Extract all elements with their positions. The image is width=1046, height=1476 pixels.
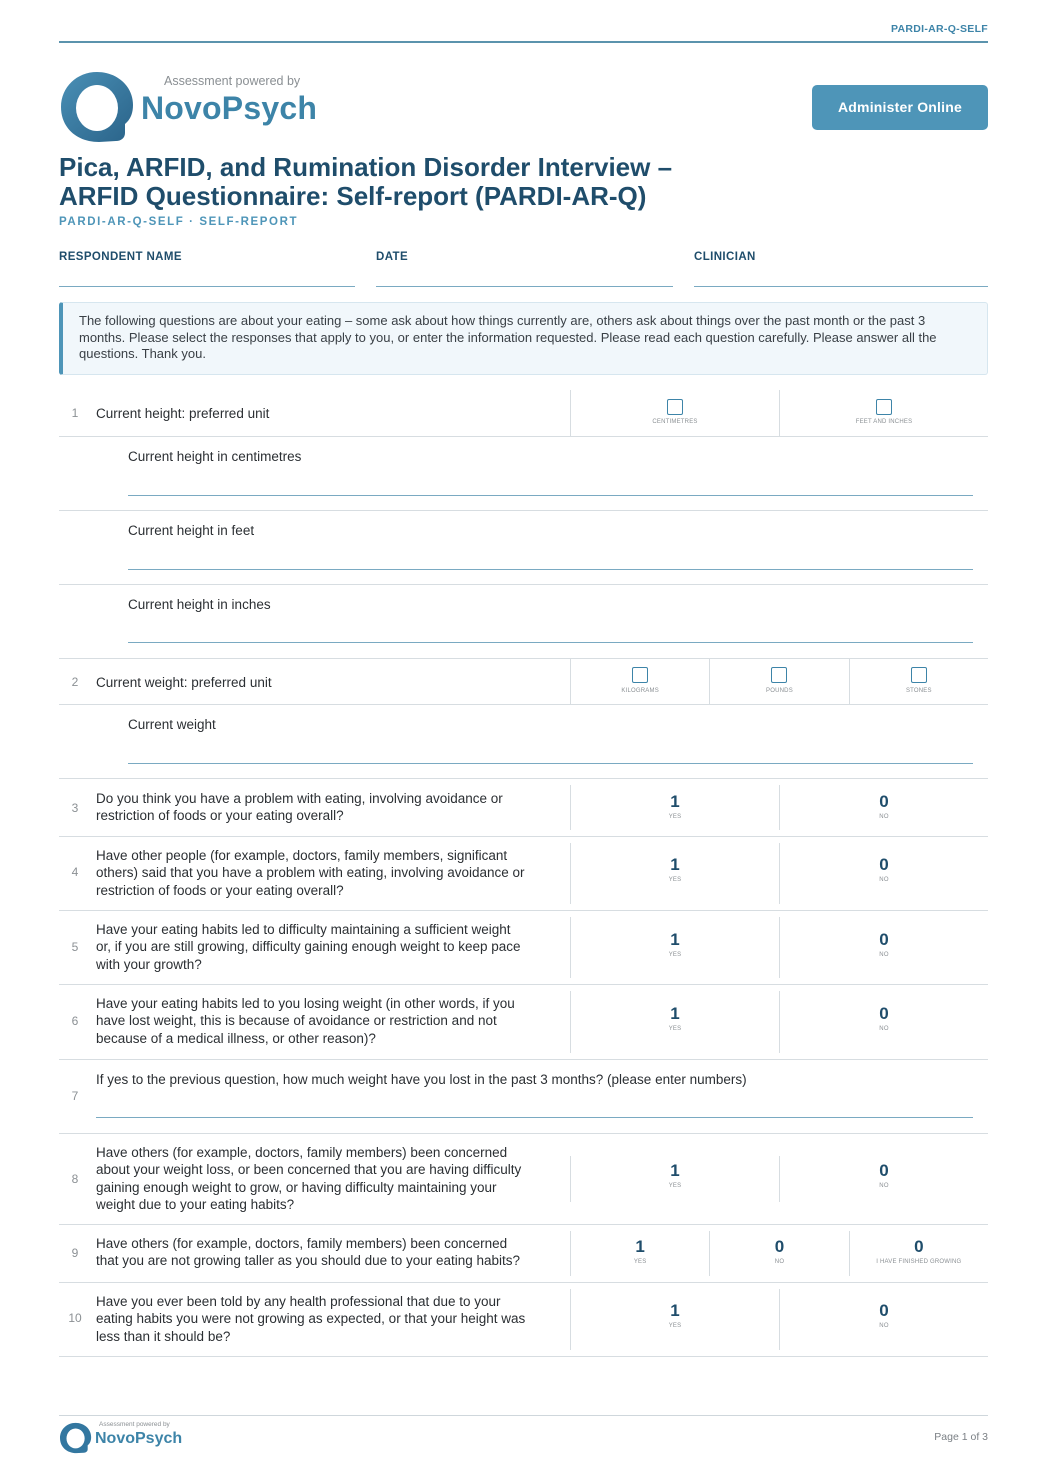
date-field[interactable] [376,247,673,287]
administer-online-button[interactable]: Administer Online [812,85,988,130]
subquestion-text: Current height in inches [128,597,271,612]
question-row-7 [59,1060,988,1134]
option-label: YES [668,1323,682,1329]
question-text [96,790,503,825]
checkbox[interactable] [632,667,648,683]
option-label: STONES [905,688,932,694]
question-text [96,995,515,1047]
option-yes[interactable] [570,991,779,1053]
question-text-line: Have others (for example, doctors, family members) been concerned [96,1145,508,1160]
question-text-line: restriction of foods or your eating overall? [96,808,344,824]
option-label: YES [668,877,682,883]
question-text: Current weight: preferred unit [96,675,272,690]
question-row-2 [59,659,988,705]
option-score: 0 [879,1161,889,1180]
question-row-9 [59,1225,988,1283]
option-score: 0 [914,1237,924,1256]
page-subtitle: PARDI-AR-Q-SELF · SELF-REPORT [59,216,299,228]
answer-line[interactable] [128,763,973,764]
clinician-label: CLINICIAN [694,251,756,263]
option-score: 0 [879,855,889,874]
response-options [570,1283,988,1356]
question-text-line: Have others (for example, doctors, family members) been concerned [96,1236,508,1251]
header-divider [59,41,988,43]
option-score: 1 [670,792,680,811]
checkbox[interactable] [667,399,683,415]
option-label: NO [774,1259,785,1265]
logo-wordmark: NovoPsych [141,90,318,126]
response-options [570,985,988,1059]
question-row-3 [59,779,988,837]
checkbox[interactable] [911,667,927,683]
option-label: NO [879,814,889,820]
question-text-line: others) said that you have a problem with eating, involving avoidance or [96,865,525,881]
question-row-8 [59,1134,988,1225]
page-title [59,153,779,211]
question-text: Current height: preferred unit [96,406,270,421]
option-label: YES [633,1259,647,1265]
question-number: 5 [71,940,79,954]
question-number: 8 [71,1172,79,1186]
head-silhouette-icon [59,70,137,144]
question-text [96,1144,521,1213]
option-no[interactable] [779,843,988,904]
question-text [96,1293,525,1345]
option-no[interactable] [779,991,988,1053]
question-number: 10 [68,1311,82,1325]
logo-tagline: Assessment powered by [164,74,301,88]
question-row-4 [59,837,988,911]
option-score: 1 [670,855,680,874]
option-label: NO [879,952,889,958]
option-score: 1 [670,1301,680,1320]
question-row-1 [59,390,988,437]
question-row-10 [59,1283,988,1357]
question-text [96,1235,520,1270]
question-row-5 [59,911,988,985]
question-text-line: Have your eating habits led to you losing weight (in other words, if you [96,996,515,1011]
response-options [570,390,988,436]
option-score: 1 [670,1004,680,1023]
option-yes[interactable] [570,785,779,830]
option-score: 0 [879,792,889,811]
form-code: PARDI-AR-Q-SELF [890,23,988,35]
answer-line[interactable] [128,569,973,570]
question-text-line: Have other people (for example, doctors, family members, significant [96,848,508,863]
subquestion-height-cm [59,437,988,511]
subquestion-height-inches [59,585,988,659]
date-label: DATE [376,251,409,263]
option-yes[interactable] [570,843,779,904]
subquestion-text: Current height in centimetres [128,449,302,464]
question-number: 1 [71,406,79,420]
respondent-name-label: RESPONDENT NAME [59,251,182,263]
option-label: CENTIMETRES [652,419,698,425]
respondent-name-field[interactable] [59,247,355,287]
title-line-2: ARFID Questionnaire: Self-report (PARDI-AR-Q) [59,181,647,211]
option-label: YES [668,1183,682,1189]
head-silhouette-icon [59,1422,93,1454]
option-label: FEET AND INCHES [855,419,913,425]
option-score: 0 [879,1004,889,1023]
question-text-line: eating habits you were not growing as expected, or that your height was [96,1311,526,1327]
question-text-line: Have you ever been told by any health professional that due to your [96,1294,501,1309]
question-text-line: with your growth? [96,956,202,972]
option-yes[interactable] [570,1289,779,1350]
question-text-line: about your weight loss, or been concerned that you are having difficulty [96,1162,522,1178]
question-text-line: because of a medical illness, or other reason)? [96,1030,376,1046]
option-score: 1 [635,1237,645,1256]
option-label: NO [879,1323,889,1329]
question-text-line: or, if you are still growing, difficulty gaining enough weight to keep pace [96,939,521,955]
option-finished-growing[interactable] [849,1231,988,1276]
subquestion-text: Current height in feet [128,523,255,538]
response-options [570,779,988,836]
option-score: 0 [879,930,889,949]
option-label: KILOGRAMS [621,688,659,694]
question-text-line: weight due to your eating habits? [96,1196,295,1212]
option-kilograms[interactable] [570,659,709,704]
question-text-line: gaining enough weight to grow, or having difficulty maintaining your [96,1179,497,1195]
option-label: YES [668,814,682,820]
option-score: 0 [774,1237,785,1256]
footer-logo-wordmark: NovoPsych [95,1430,183,1447]
question-text-line: Have your eating habits led to difficulty maintaining a sufficient weight [96,922,511,937]
option-label: POUNDS [766,688,793,694]
response-options [570,911,988,984]
footer-divider [59,1415,988,1416]
option-feet-and-inches[interactable] [779,390,988,436]
question-text-line: less than it should be? [96,1328,231,1344]
option-stones[interactable] [849,659,988,704]
question-number: 9 [71,1246,79,1260]
instructions-box: The following questions are about your eating – some ask about how things currently are, others ask about things over the past month or the past 3 months. Please select the responses that apply to you, or enter the information requested. Please read each question carefully. Please answer all the questions. Thank you. [59,302,988,375]
subquestion-text: Current weight [128,717,216,732]
subquestion-weight [59,705,988,779]
subquestion-height-feet [59,511,988,585]
question-text: If yes to the previous question, how much weight have you lost in the past 3 months? (please enter numbers) [96,1072,747,1087]
option-label: YES [668,1026,682,1032]
answer-line[interactable] [128,495,973,496]
response-options [570,1134,988,1224]
response-options [570,837,988,910]
answer-line[interactable] [96,1117,973,1118]
novopsych-logo [59,70,349,144]
option-label: YES [668,952,682,958]
checkbox[interactable] [771,667,787,683]
answer-line[interactable] [128,642,973,643]
question-text-line: have lost weight, this is because of avoidance or restriction and not [96,1013,497,1029]
footer-logo-tagline: Assessment powered by [99,1421,170,1428]
option-no[interactable] [779,1156,988,1202]
option-label: NO [879,877,889,883]
option-label: I HAVE FINISHED GROWING [876,1259,962,1265]
option-label: NO [879,1026,889,1032]
option-pounds[interactable] [709,659,848,704]
checkbox[interactable] [876,399,892,415]
page-number: Page 1 of 3 [934,1431,988,1443]
question-number: 6 [71,1014,79,1028]
question-number: 2 [71,675,79,689]
option-score: 1 [670,930,680,949]
question-text-line: that you are not growing taller as you should due to your eating habits? [96,1253,521,1269]
question-text-line: Do you think you have a problem with eating, involving avoidance or [96,791,503,806]
question-number: 7 [71,1089,79,1103]
question-text [96,847,525,899]
question-number: 3 [71,801,79,815]
question-text [96,921,521,973]
option-no[interactable] [779,785,988,830]
option-score: 1 [670,1161,680,1180]
question-text-line: restriction of foods or your eating overall? [96,882,344,898]
response-options [570,1225,988,1282]
option-yes[interactable] [570,1156,779,1202]
question-number: 4 [71,865,79,879]
option-yes[interactable] [570,1231,709,1276]
option-no[interactable] [779,1289,988,1350]
option-centimetres[interactable] [570,390,779,436]
footer-logo [59,1421,189,1457]
option-yes[interactable] [570,917,779,978]
clinician-field[interactable] [694,247,988,287]
option-score: 0 [879,1301,889,1320]
title-line-1: Pica, ARFID, and Rumination Disorder Interview – [59,152,673,182]
question-row-6 [59,985,988,1060]
option-no[interactable] [709,1231,848,1276]
option-no[interactable] [779,917,988,978]
option-label: NO [879,1183,889,1189]
response-options [570,659,988,704]
